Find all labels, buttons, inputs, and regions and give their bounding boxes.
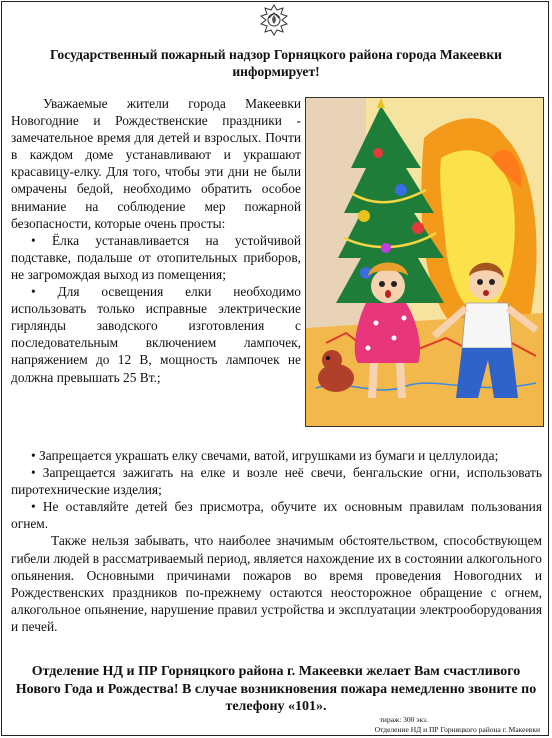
rule-item: • Запрещается украшать елку свечами, ватой, игрушками из бумаги и целлулоида; [31, 448, 499, 463]
intro-column [11, 95, 301, 386]
christmas-tree-fire-illustration [305, 97, 544, 427]
issuer: Отделение НД и ПР Горняцкого района г. Макеевки [374, 725, 540, 734]
rule-item: • Для освещения елки необходимо использовать только исправные электрические гирлянды заводского изготовления с последовательным включением лампочек, напряжением до 12 В, мощность лампочек не должна превышать 25 Вт.; [11, 284, 301, 385]
intro-paragraph: Уважаемые жители города Макеевки Новогодние и Рождественские праздники - замечательное время для детей и взрослых. Почти в каждом доме устанавливают и украшают красавицу-елку. Для того, чтобы эти дни не были омрачены бедой, необходимо обратить особое внимание на соблюдение мер пожарной безопасности, которые очень просты: [11, 96, 301, 231]
rule-item: • Ёлка устанавливается на устойчивой подставке, подальше от отопительных приборов, не загромождая выход из помещения; [11, 232, 301, 282]
print-info [375, 715, 540, 735]
lower-text [11, 447, 542, 635]
rule-item: • Запрещается зажигать на елке и возле неё свечи, бенгальские огни, использовать пиротехнические изделия; [11, 465, 542, 498]
rule-item: • Не оставляйте детей без присмотра, обучите их основным правилам пользования огнем. [11, 499, 542, 532]
closing-paragraph: Также нельзя забывать, что наиболее значимым обстоятельством, способствующем гибели людей в рассматриваемый период, является нахождение их в состоянии алкогольного опьянения. Основными причинами пожаров во время проведения Новогодних и Рождественских праздников по-прежнему остаются неосторожное обращение с огнем, алкогольное опьянение, нарушение правил устройства и эксплуатации электрооборудования и печей. [11, 533, 542, 634]
print-run: тираж: 300 экз. [379, 715, 428, 724]
greeting: Отделение НД и ПР Горняцкого района г. Макеевки желает Вам счастливого Нового Года и Рождества! В случае возникновения пожара немедленно звоните по телефону «101». [15, 664, 537, 714]
fire-service-emblem-icon [255, 2, 293, 38]
document-header [10, 46, 542, 80]
header-title: Государственный пожарный надзор Горняцкого района города Макеевки [49, 47, 503, 62]
header-subtitle: информирует! [232, 64, 320, 79]
